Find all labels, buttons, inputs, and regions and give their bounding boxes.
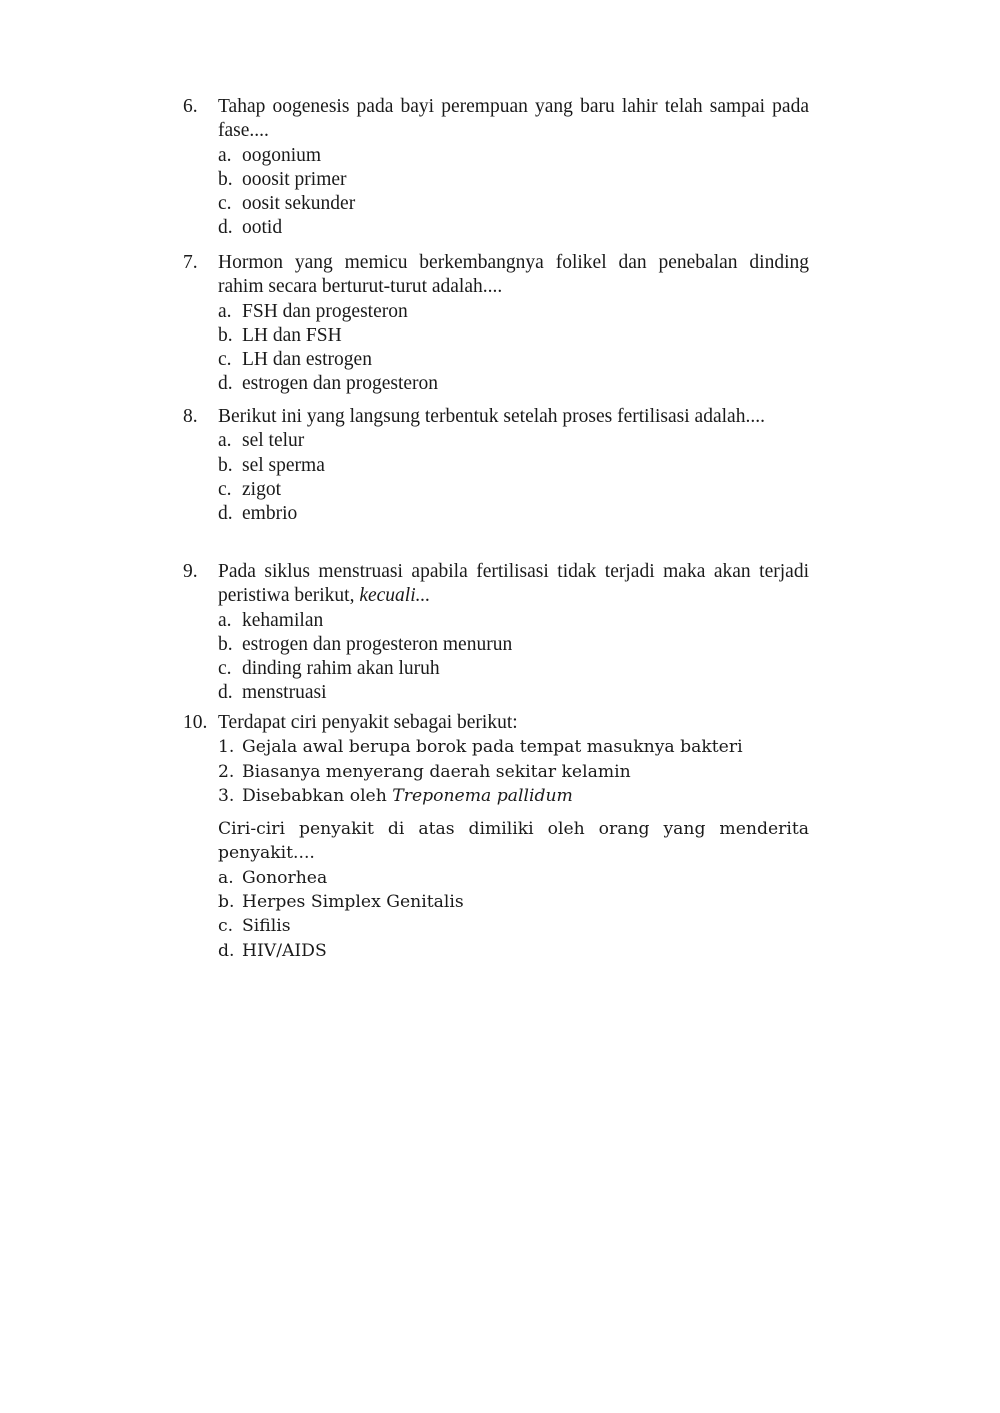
list-item: 3. Disebabkan oleh Treponema pallidum [218,785,573,806]
option-a: a. Gonorhea [218,867,328,888]
option-d: d. HIV/AIDS [218,940,327,961]
answer-options [218,429,809,526]
answer-options [218,609,809,706]
option-b: b. estrogen dan progesteron menurun [218,633,513,655]
option-c: c. dinding rahim akan luruh [218,658,440,680]
emphasis-text: kecuali... [359,585,431,607]
option-a: a. oogonium [218,144,322,166]
question-text: Berikut ini yang langsung terbentuk setelah proses fertilisasi adalah.... [218,406,765,427]
question-text: Tahap oogenesis pada bayi perempuan yang baru lahir telah sampai pada fase.... [218,96,809,142]
option-a: a. kehamilan [218,609,324,631]
question-number: 7. [183,252,198,273]
species-name: Treponema pallidum [392,785,573,806]
option-c: c. oosit sekunder [218,193,356,215]
option-c: c. LH dan estrogen [218,349,372,371]
answer-options [218,300,809,397]
option-d: d. menstruasi [218,682,327,704]
question-7 [183,251,809,397]
question-8 [183,405,809,526]
question-9 [183,560,809,706]
question-number: 10. [183,712,208,733]
followup-question: Ciri-ciri penyakit di atas dimiliki oleh orang yang menderita penyakit.... [218,819,809,864]
option-c: c. zigot [218,478,281,500]
option-b: b. ooosit primer [218,168,347,190]
question-text: Pada siklus menstruasi apabila fertilisasi tidak terjadi maka akan terjadi peristiwa berikut, kecuali... [218,561,809,607]
question-text: Terdapat ciri penyakit sebagai berikut: [218,712,518,733]
option-b: b. Herpes Simplex Genitalis [218,892,464,913]
question-10 [183,711,809,963]
option-a: a. sel telur [218,430,305,452]
question-text: Hormon yang memicu berkembangnya folikel dan penebalan dinding rahim secara berturut-turut adalah.... [218,252,809,298]
list-item: 2. Biasanya menyerang daerah sekitar kelamin [218,761,631,782]
option-d: d. estrogen dan progesteron [218,373,439,395]
option-b: b. LH dan FSH [218,324,342,346]
characteristics-list [218,735,809,808]
option-d: d. embrio [218,503,298,525]
option-b: b. sel sperma [218,454,325,476]
question-6 [183,95,809,241]
option-a: a. FSH dan progesteron [218,300,408,322]
option-c: c. Sifilis [218,916,291,937]
question-number: 6. [183,96,198,117]
option-d: d. ootid [218,217,283,239]
list-item: 1. Gejala awal berupa borok pada tempat masuknya bakteri [218,737,743,758]
question-number: 9. [183,561,198,582]
question-number: 8. [183,406,198,427]
answer-options [218,144,809,241]
answer-options [218,866,809,963]
